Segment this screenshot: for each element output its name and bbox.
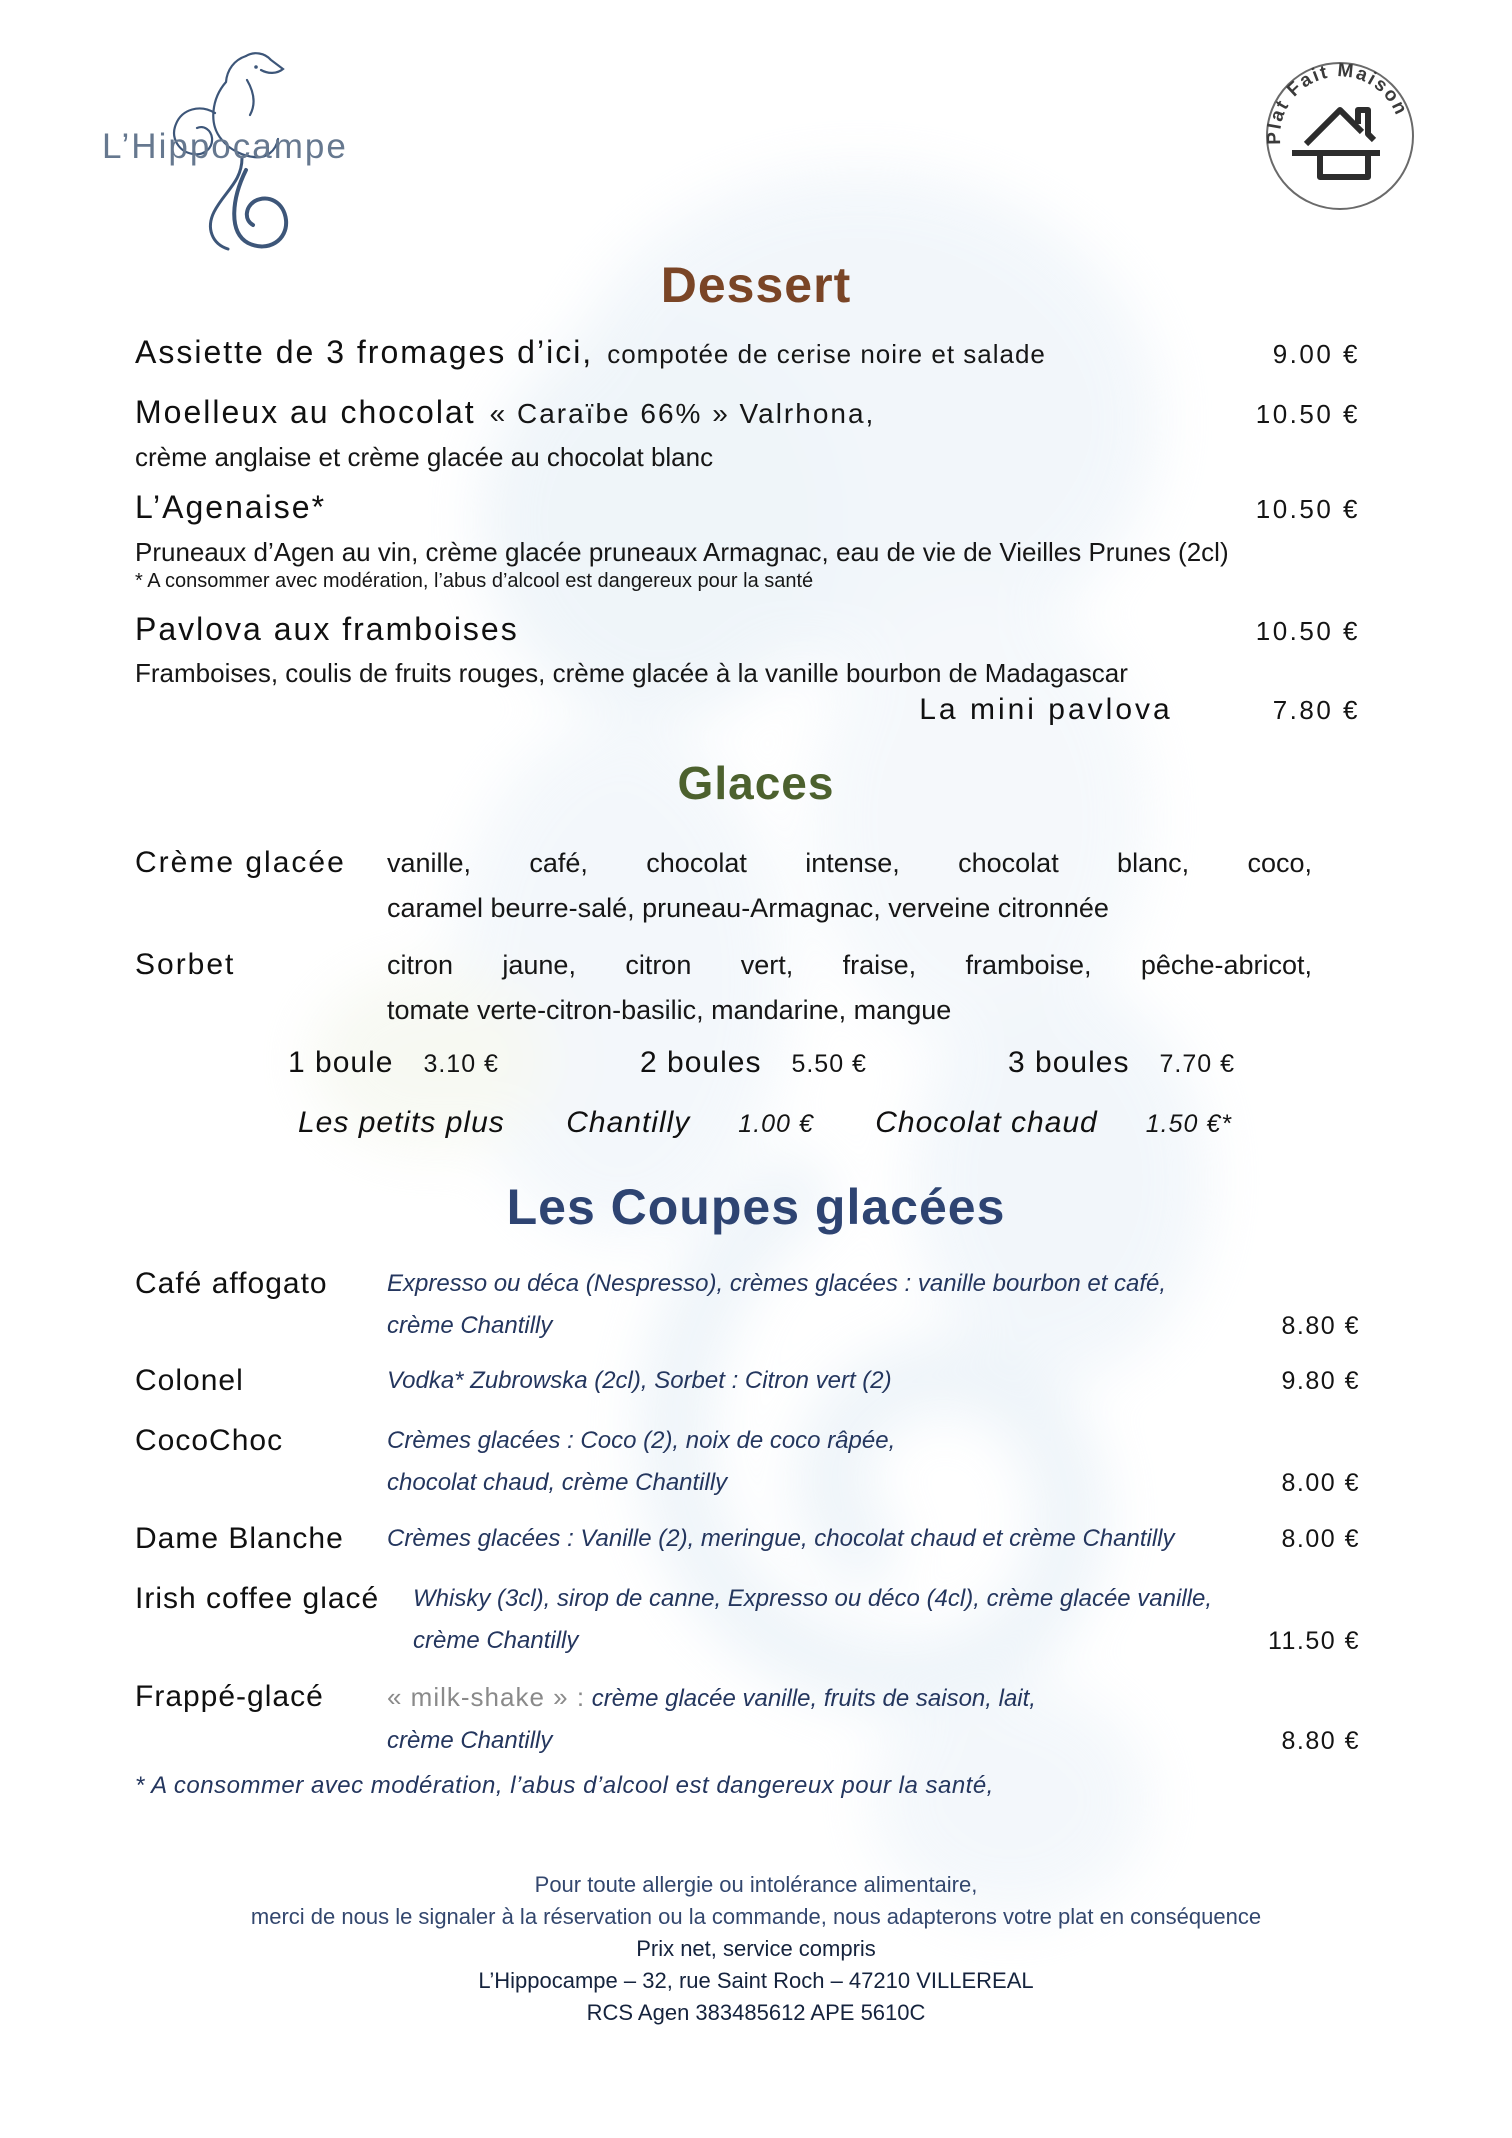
scoop-prices-row: [288, 1046, 1235, 1080]
item-price: 8.80 €: [1281, 1312, 1360, 1340]
coupe-item-cafe-affogato: [135, 1263, 1360, 1347]
item-description: chocolat chaud, crème Chantilly: [387, 1469, 728, 1496]
section-title-glaces: Glaces: [677, 757, 835, 809]
item-price: 8.00 €: [1281, 1469, 1360, 1497]
coupe-item-irish-coffee: [135, 1578, 1360, 1662]
item-description: crème Chantilly: [413, 1627, 579, 1654]
item-name: L’Agenaise*: [135, 489, 327, 525]
footer-price-notice: Prix net, service compris: [636, 1936, 876, 1961]
menu-item-mini-pavlova: [135, 693, 1360, 727]
flavor-list: vanille, café, chocolat intense, chocolat blanc, coco,: [387, 848, 1312, 878]
item-description: Crèmes glacées : Vanille (2), meringue, chocolat chaud et crème Chantilly: [387, 1525, 1175, 1552]
menu-item-agenaise: [135, 489, 1360, 526]
coupe-item-frappe-glace: [135, 1676, 1360, 1762]
scoop-price-value: 7.70 €: [1159, 1050, 1235, 1078]
extra-price: 1.50 €*: [1145, 1110, 1232, 1138]
item-name: Irish coffee glacé: [135, 1582, 380, 1615]
extra-item: [566, 1106, 814, 1140]
item-price: 7.80 €: [1272, 695, 1360, 725]
extra-price: 1.00 €: [738, 1110, 814, 1138]
item-name: Dame Blanche: [135, 1522, 344, 1555]
footer-allergy-line1: Pour toute allergie ou intolérance alimentaire,: [534, 1872, 978, 1897]
item-description: Crèmes glacées : Coco (2), noix de coco râpée,: [387, 1427, 896, 1454]
item-description: Expresso ou déca (Nespresso), crèmes glacées : vanille bourbon et café,: [387, 1270, 1167, 1297]
item-description: [387, 1676, 1268, 1720]
alcohol-warning-footnote: * A consommer avec modération, l’abus d’alcool est dangereux pour la santé,: [135, 1772, 994, 1799]
item-name: Café affogato: [135, 1267, 328, 1300]
flavor-list: tomate verte-citron-basilic, mandarine, mangue: [387, 995, 952, 1025]
item-description-text: crème glacée vanille, fruits de saison, lait,: [591, 1685, 1036, 1712]
item-price: 11.50 €: [1267, 1627, 1360, 1655]
item-description: Whisky (3cl), sirop de canne, Expresso ou déco (4cl), crème glacée vanille,: [413, 1585, 1213, 1612]
item-name: Moelleux au chocolat: [135, 394, 476, 430]
item-price: 10.50 €: [1255, 399, 1360, 429]
extra-item: [875, 1106, 1232, 1140]
flavor-list: citron jaune, citron vert, fraise, framboise, pêche-abricot,: [387, 950, 1312, 980]
item-name: La mini pavlova: [919, 693, 1173, 726]
alcohol-warning-note: * A consommer avec modération, l’abus d’alcool est dangereux pour la santé: [135, 570, 814, 592]
section-title-dessert: Dessert: [660, 257, 852, 313]
item-name: Colonel: [135, 1364, 244, 1397]
badge-text: Plat Fait Maison: [1263, 59, 1412, 145]
item-suffix: compotée de cerise noire et salade: [607, 339, 1046, 369]
item-description: crème anglaise et crème glacée au chocolat blanc: [135, 442, 714, 472]
item-description: Framboises, coulis de fruits rouges, crème glacée à la vanille bourbon de Madagascar: [135, 658, 1128, 688]
fait-maison-badge: [1262, 58, 1418, 214]
scoop-price: [288, 1046, 499, 1080]
scoop-price: [640, 1046, 867, 1080]
flavor-list: caramel beurre-salé, pruneau-Armagnac, verveine citronnée: [387, 893, 1109, 923]
item-price: 9.00 €: [1272, 339, 1360, 369]
scoop-price: [1008, 1046, 1235, 1080]
item-price: 8.00 €: [1281, 1525, 1360, 1553]
item-name: Frappé-glacé: [135, 1680, 324, 1713]
item-price: 9.80 €: [1281, 1367, 1360, 1395]
scoop-price-value: 3.10 €: [423, 1050, 499, 1078]
item-description: crème Chantilly: [387, 1312, 553, 1339]
section-title-coupes: Les Coupes glacées: [506, 1179, 1006, 1235]
scoop-label: 1 boule: [288, 1046, 394, 1079]
item-description: crème Chantilly: [387, 1727, 553, 1754]
item-price: 8.80 €: [1281, 1727, 1360, 1755]
extras-row: [298, 1106, 1232, 1140]
coupe-item-dame-blanche: [135, 1518, 1360, 1560]
item-description: Vodka* Zubrowska (2cl), Sorbet : Citron vert (2): [387, 1367, 892, 1394]
footer-rcs: RCS Agen 383485612 APE 5610C: [586, 2000, 926, 2025]
footer-allergy-line2: merci de nous le signaler à la réservation ou la commande, nous adapterons votre plat en conséquence: [250, 1904, 1262, 1929]
scoop-label: 3 boules: [1008, 1046, 1130, 1079]
extra-name: Chocolat chaud: [875, 1106, 1098, 1139]
item-name: Pavlova aux framboises: [135, 611, 519, 647]
item-name: Assiette de 3 fromages d’ici,: [135, 334, 594, 370]
item-name: CocoChoc: [135, 1424, 284, 1457]
item-description: Pruneaux d’Agen au vin, crème glacée pruneaux Armagnac, eau de vie de Vieilles Prunes (2cl): [135, 537, 1229, 567]
scoop-label: 2 boules: [640, 1046, 762, 1079]
restaurant-logo: [96, 40, 386, 255]
item-price: 10.50 €: [1255, 616, 1360, 646]
menu-item-moelleux: [135, 394, 1360, 431]
extras-label: Les petits plus: [298, 1106, 505, 1139]
logo-text: L’Hippocampe: [102, 127, 348, 166]
glaces-label-sorbet: Sorbet: [135, 948, 236, 981]
footer-address: L’Hippocampe – 32, rue Saint Roch – 47210 VILLEREAL: [478, 1968, 1034, 1993]
coupe-item-colonel: [135, 1360, 1360, 1402]
scoop-price-value: 5.50 €: [791, 1050, 867, 1078]
coupe-item-cocochoc: [135, 1420, 1360, 1504]
item-suffix: « Caraïbe 66% » Valrhona,: [489, 398, 876, 429]
item-price: 10.50 €: [1255, 494, 1360, 524]
milkshake-prefix: « milk-shake » :: [387, 1682, 586, 1712]
menu-item-assiette: [135, 334, 1360, 371]
menu-item-pavlova: [135, 611, 1360, 648]
glaces-label-creme-glacee: Crème glacée: [135, 846, 346, 879]
extra-name: Chantilly: [566, 1106, 691, 1139]
